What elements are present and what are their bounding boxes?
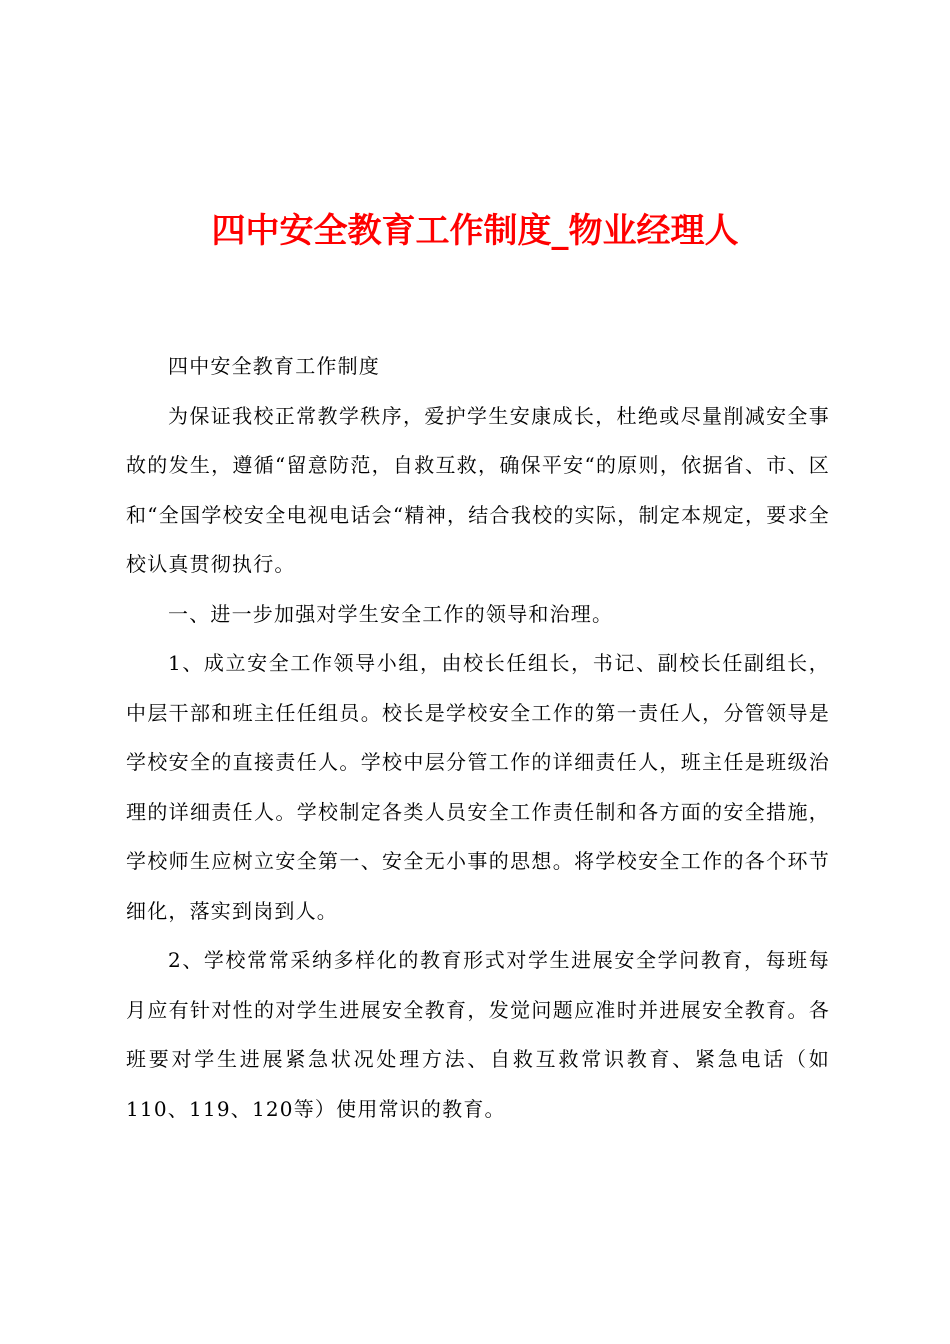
section-heading-1: 一、进一步加强对学生安全工作的领导和治理。 — [168, 601, 614, 626]
paragraph-item-2: 2、学校常常采纳多样化的教育形式对学生进展安全学问教育，每班每月应有针对性的对学生进展安全教育，发觉问题应准时并进展安全教育。各班要对学生进展紧急状况处理方法、自救互救常识教育、紧急电话（如110、119、120等）使用常识的教育。 — [126, 948, 830, 1121]
document-title: 四中安全教育工作制度_物业经理人 — [211, 211, 739, 251]
document-body — [126, 342, 830, 1134]
section-heading: 四中安全教育工作制度 — [168, 354, 380, 378]
paragraph-item-1: 1、成立安全工作领导小组，由校长任组长，书记、副校长任副组长，中层干部和班主任任组员。校长是学校安全工作的第一责任人，分管领导是学校安全的直接责任人。学校中层分管工作的详细责任人，班主任是班级治理的详细责任人。学校制定各类人员安全工作责任制和各方面的安全措施，学校师生应树立安全第一、安全无小事的思想。将学校安全工作的各个环节细化，落实到岗到人。 — [126, 651, 830, 923]
paragraph-intro: 为保证我校正常教学秩序，爱护学生安康成长，杜绝或尽量削减安全事故的发生，遵循“留意防范，自救互救，确保平安“的原则，依据省、市、区和“全国学校安全电视电话会“精神，结合我校的实际，制定本规定，要求全校认真贯彻执行。 — [126, 403, 830, 576]
